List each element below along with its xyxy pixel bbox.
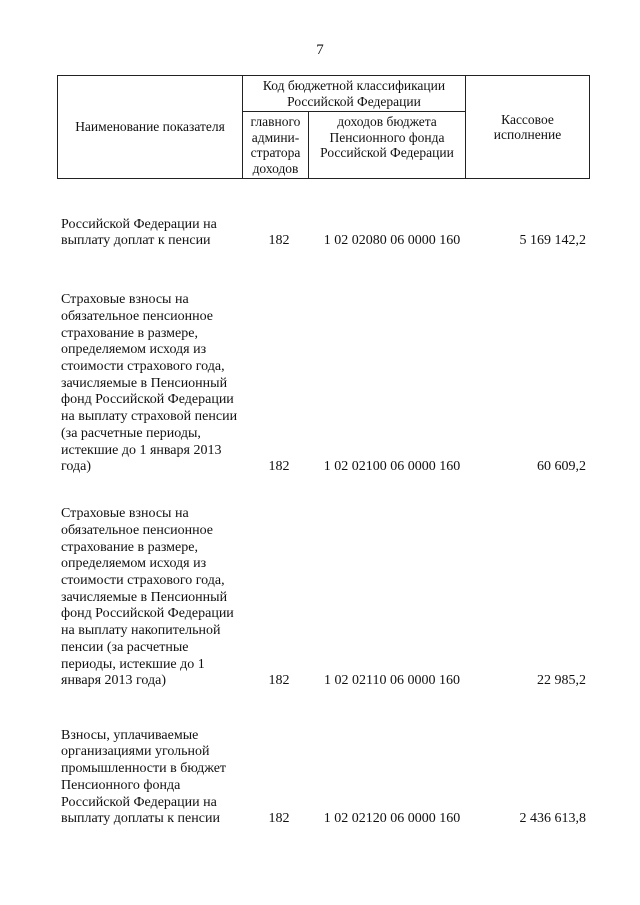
column-group-header-code-label: Код бюджетной классификации Российской Федерации bbox=[262, 78, 446, 109]
row-revenue-code: 1 02 02110 06 0000 160 bbox=[324, 673, 460, 689]
column-header-name-label: Наименование показателя bbox=[75, 119, 225, 135]
row-name: Страховые взносы на обязательное пенсионное страхование в размере, определяемом исходя из стоимости страхового года, зачисляемые в Пенсионный фонд Российской Федерации на выплату накопительной пенсии (за расчетные периоды, истекшие до 1 января 2013 года) bbox=[61, 506, 234, 689]
row-name: Российской Федерации на выплату доплат к пенсии bbox=[61, 216, 217, 249]
column-header-name bbox=[58, 76, 243, 179]
page-number: 7 bbox=[316, 42, 324, 58]
row-revenue-code: 1 02 02120 06 0000 160 bbox=[323, 811, 461, 827]
table-row bbox=[0, 480, 640, 690]
row-revenue-code: 1 02 02080 06 0000 160 bbox=[323, 233, 461, 249]
row-admin-code: 182 bbox=[268, 811, 290, 827]
row-revenue-code: 1 02 02100 06 0000 160 bbox=[323, 459, 461, 475]
column-header-revenue-label: доходов бюджета Пенсионного фонда Российской Федерации bbox=[320, 114, 454, 160]
row-name: Страховые взносы на обязательное пенсионное страхование в размере, определяемом исходя из стоимости страхового года, зачисляемые в Пенсионный фонд Российской Федерации на выплату страховой пенсии (за расчетные периоды, истекшие до 1 января 2013 года) bbox=[61, 292, 238, 475]
table-row bbox=[0, 705, 640, 828]
row-amount: 2 436 613,8 bbox=[519, 811, 586, 827]
column-header-execution bbox=[466, 76, 590, 179]
column-header-execution-label: Кассовое исполнение bbox=[493, 111, 562, 142]
row-admin-code: 182 bbox=[268, 459, 290, 475]
row-amount: 22 985,2 bbox=[537, 673, 586, 689]
row-admin-code: 182 bbox=[268, 673, 290, 689]
row-amount: 5 169 142,2 bbox=[519, 233, 586, 249]
table-row bbox=[0, 198, 640, 250]
column-header-admin-label: главного админи-стратора доходов bbox=[250, 114, 301, 176]
column-header-revenue bbox=[309, 112, 466, 179]
row-admin-code: 182 bbox=[268, 233, 290, 249]
table-row bbox=[0, 266, 640, 476]
row-name: Взносы, уплачиваемые организациями угольной промышленности в бюджет Пенсионного фонда Российской Федерации на выплату доплаты к пенсии bbox=[61, 727, 227, 827]
column-header-admin bbox=[243, 112, 309, 179]
column-group-header-code bbox=[243, 76, 466, 112]
row-amount: 60 609,2 bbox=[537, 459, 586, 475]
table-header bbox=[57, 75, 590, 179]
